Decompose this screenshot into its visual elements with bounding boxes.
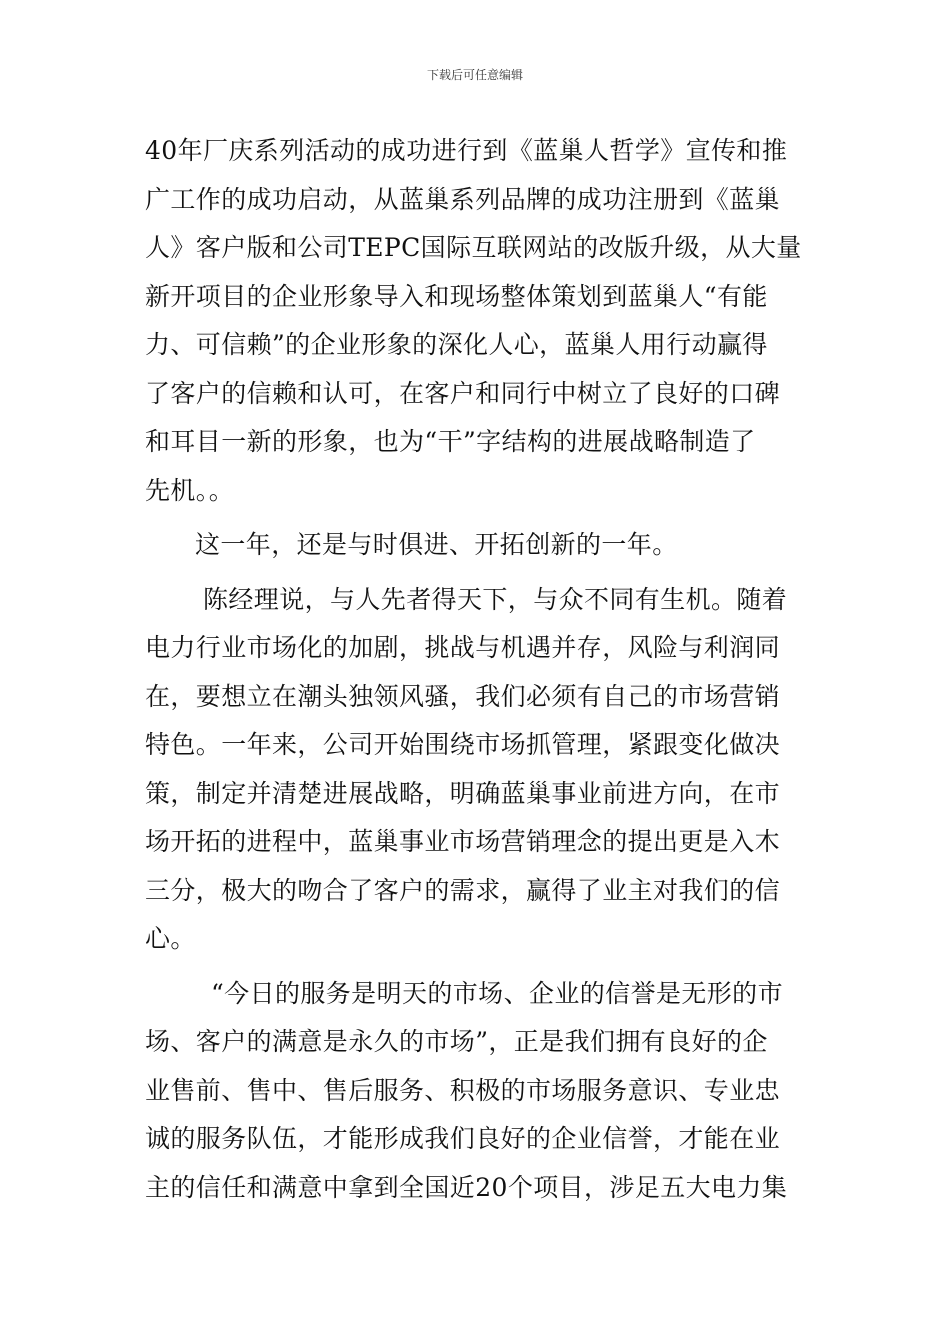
text-line: 心。 bbox=[145, 924, 196, 953]
text-line: 场、客户的满意是永久的市场”，正是我们拥有良好的企 bbox=[145, 1027, 768, 1056]
text-line: 了客户的信赖和认可，在客户和同行中树立了良好的口碑 bbox=[145, 378, 781, 408]
text-line: 场开拓的进程中，蓝巢事业市场营销理念的提出更是入木 bbox=[145, 827, 781, 856]
text-line: 策，制定并清楚进展战略，明确蓝巢事业前进方向，在市 bbox=[145, 778, 781, 808]
text-line: 三分，极大的吻合了客户的需求，赢得了业主对我们的信 bbox=[145, 875, 781, 905]
text-line: 电力行业市场化的加剧，挑战与机遇并存，风险与利润同 bbox=[145, 633, 781, 662]
text-line: 40年厂庆系列活动的成功进行到《蓝巢人哲学》宣传和推 bbox=[145, 136, 788, 165]
text-line: 先机。。 bbox=[145, 475, 235, 505]
text-line: 诚的服务队伍，才能形成我们良好的企业信誉，才能在业 bbox=[145, 1124, 781, 1153]
text-line: 这一年，还是与时俱进、开拓创新的一年。 bbox=[195, 530, 678, 559]
text-line: 和耳目一新的形象，也为“干”字结构的进展战略制造了 bbox=[145, 427, 756, 456]
text-line: 力、可信赖”的企业形象的深化人心，蓝巢人用行动赢得 bbox=[145, 330, 768, 359]
text-line: “今日的服务是明天的市场、企业的信誉是无形的市 bbox=[211, 978, 783, 1008]
text-line: 陈经理说，与人先者得天下，与众不同有生机。随着 bbox=[203, 584, 788, 614]
page-header-note: 下载后可任意编辑 bbox=[426, 68, 523, 82]
text-line: 业售前、售中、售后服务、积极的市场服务意识、专业忠 bbox=[145, 1075, 781, 1105]
text-line: 新开项目的企业形象导入和现场整体策划到蓝巢人“有能 bbox=[145, 281, 768, 311]
text-line: 特色。一年来，公司开始围绕市场抓管理，紧跟变化做决 bbox=[145, 730, 781, 759]
paragraph-4 bbox=[145, 970, 807, 1213]
text-line: 主的信任和满意中拿到全国近20个项目，涉足五大电力集 bbox=[145, 1172, 788, 1202]
paragraph-2 bbox=[145, 521, 807, 570]
text-line: 在，要想立在潮头独领风骚，我们必须有自己的市场营销 bbox=[145, 681, 781, 711]
document-body bbox=[145, 127, 807, 1212]
paragraph-1 bbox=[145, 127, 807, 515]
paragraph-3 bbox=[145, 576, 807, 964]
text-line: 广工作的成功启动，从蓝巢系列品牌的成功注册到《蓝巢 bbox=[145, 184, 781, 214]
text-line: 人》客户版和公司TEPC国际互联网站的改版升级，从大量 bbox=[145, 233, 802, 262]
